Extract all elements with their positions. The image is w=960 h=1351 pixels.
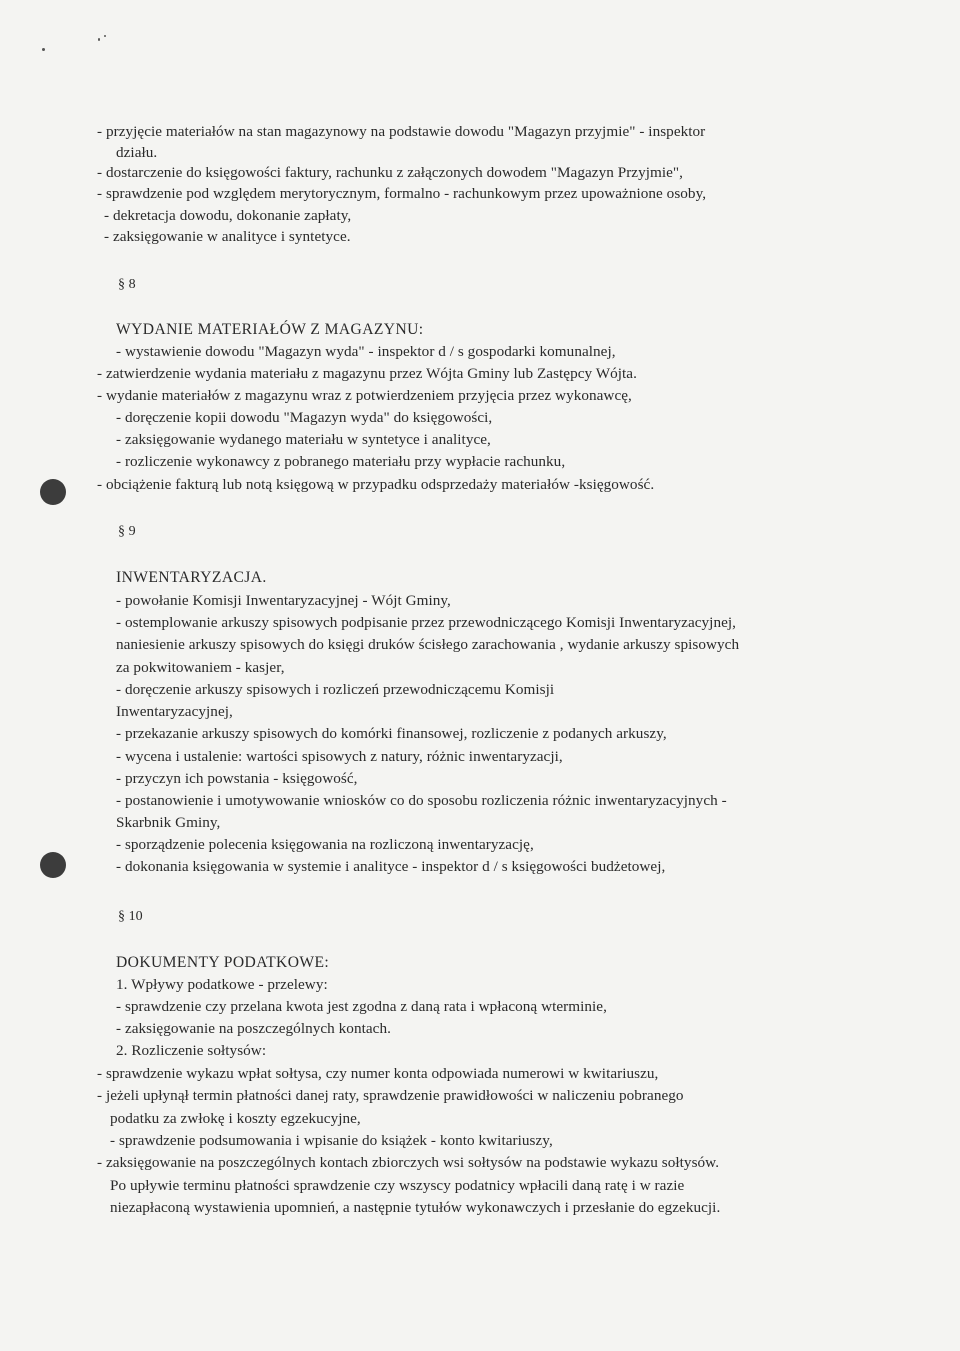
text-line: - dostarczenie do księgowości faktury, rachunku z załączonych dowodem "Magazyn Przyjmie", — [97, 164, 684, 181]
text-line: - sprawdzenie podsumowania i wpisanie do książek - konto kwitariuszy, — [110, 1132, 553, 1149]
text-line: - sporządzenie polecenia księgowania na rozliczoną inwentaryzację, — [116, 836, 534, 853]
text-line: 2. Rozliczenie sołtysów: — [116, 1042, 267, 1059]
text-line: - jeżeli upłynął termin płatności danej raty, sprawdzenie prawidłowości w naliczeniu pobranego — [97, 1087, 684, 1104]
scan-speck — [42, 48, 45, 51]
text-line: działu. — [116, 144, 158, 161]
text-line: - doręczenie arkuszy spisowych i rozliczeń przewodniczącemu Komisji — [116, 681, 555, 698]
text-line: - zatwierdzenie wydania materiału z magazynu przez Wójta Gminy lub Zastępcy Wójta. — [97, 365, 637, 382]
text-line: Skarbnik Gminy, — [116, 814, 221, 831]
punch-hole-top — [40, 479, 66, 505]
text-line: - wystawienie dowodu "Magazyn wyda" - inspektor d / s gospodarki komunalnej, — [116, 343, 616, 360]
section-heading: INWENTARYZACJA. — [116, 569, 267, 586]
text-line: naniesienie arkuszy spisowych do księgi druków ścisłego zarachowania , wydanie arkuszy spisowych — [116, 636, 740, 653]
text-line: podatku za zwłokę i koszty egzekucyjne, — [110, 1110, 361, 1127]
section-number: § 8 — [118, 277, 136, 292]
text-line: - doręczenie kopii dowodu "Magazyn wyda" do księgowości, — [116, 409, 493, 426]
section-heading: WYDANIE MATERIAŁÓW Z MAGAZYNU: — [116, 321, 424, 338]
text-line: - zaksięgowanie wydanego materiału w syntetyce i analityce, — [116, 431, 491, 448]
punch-hole-bottom — [40, 852, 66, 878]
text-line: - rozliczenie wykonawcy z pobranego materiału przy wypłacie rachunku, — [116, 453, 566, 470]
text-line: - obciążenie fakturą lub notą księgową w przypadku odsprzedaży materiałów -księgowość. — [97, 476, 655, 493]
text-line: - zaksięgowanie w analityce i syntetyce. — [104, 228, 351, 245]
text-line: - przyjęcie materiałów na stan magazynowy na podstawie dowodu "Magazyn przyjmie" - inspektor — [97, 123, 706, 140]
scan-speck — [98, 38, 100, 41]
text-line: - zaksięgowanie na poszczególnych kontach. — [116, 1020, 391, 1037]
text-line: - dekretacja dowodu, dokonanie zapłaty, — [104, 207, 352, 224]
text-line: Inwentaryzacyjnej, — [116, 703, 233, 720]
text-line: - powołanie Komisji Inwentaryzacyjnej - Wójt Gminy, — [116, 592, 451, 609]
text-line: za pokwitowaniem - kasjer, — [116, 659, 285, 676]
text-line: 1. Wpływy podatkowe - przelewy: — [116, 976, 328, 993]
text-line: - postanowienie i umotywowanie wniosków co do sposobu rozliczenia różnic inwentaryzacyjnych - — [116, 792, 727, 809]
text-line: - zaksięgowanie na poszczególnych kontach zbiorczych wsi sołtysów na podstawie wykazu sołtysów. — [97, 1154, 720, 1171]
text-line: niezapłaconą wystawienia upomnień, a następnie tytułów wykonawczych i przesłanie do egzekucji. — [110, 1199, 721, 1216]
text-line: - sprawdzenie pod względem merytorycznym, formalno - rachunkowym przez upoważnione osoby, — [97, 185, 707, 202]
text-line: - przyczyn ich powstania - księgowość, — [116, 770, 358, 787]
scan-speck — [104, 35, 106, 37]
text-line: - dokonania księgowania w systemie i analityce - inspektor d / s księgowości budżetowej, — [116, 858, 666, 875]
text-line: - ostemplowanie arkuszy spisowych podpisanie przez przewodniczącego Komisji Inwentaryzacyjnej, — [116, 614, 737, 631]
section-number: § 10 — [118, 909, 143, 924]
text-line: - sprawdzenie czy przelana kwota jest zgodna z daną rata i wpłaconą wterminie, — [116, 998, 607, 1015]
section-heading: DOKUMENTY PODATKOWE: — [116, 954, 330, 971]
text-line: - sprawdzenie wykazu wpłat sołtysa, czy numer konta odpowiada numerowi w kwitariuszu, — [97, 1065, 659, 1082]
text-line: Po upływie terminu płatności sprawdzenie czy wszyscy podatnicy wpłacili daną ratę i w razie — [110, 1177, 685, 1194]
text-line: - wydanie materiałów z magazynu wraz z potwierdzeniem przyjęcia przez wykonawcę, — [97, 387, 632, 404]
text-line: - wycena i ustalenie: wartości spisowych z natury, różnic inwentaryzacji, — [116, 748, 563, 765]
section-number: § 9 — [118, 524, 136, 539]
text-line: - przekazanie arkuszy spisowych do komórki finansowej, rozliczenie z podanych arkuszy, — [116, 725, 667, 742]
